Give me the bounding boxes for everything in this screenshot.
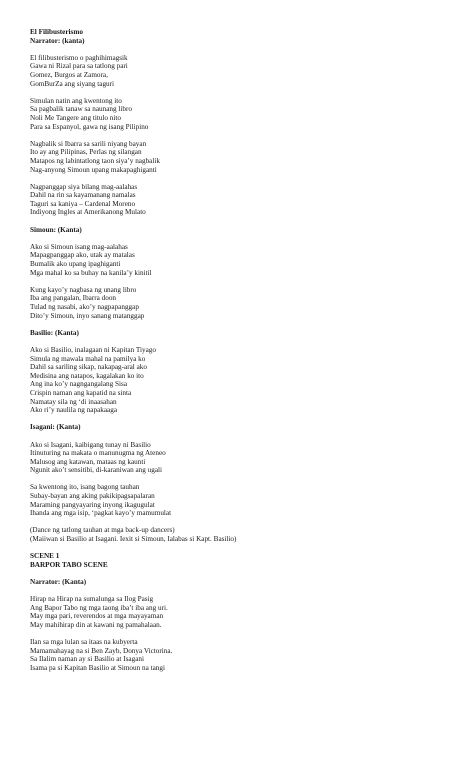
- blank-line: [30, 415, 454, 424]
- text-line: Sa Ilalim naman ay si Basilio at Isagani: [30, 655, 144, 664]
- blank-line: [30, 234, 454, 243]
- text-line: Nagbalik si Ibarra sa sarili niyang bayan: [30, 139, 147, 148]
- blank-line: [30, 337, 454, 346]
- text-line: May mahihirap din at kawani ng pamahalaan.: [30, 620, 162, 629]
- text-line: Matapos ng labintatlong taon siya’y nagbalik: [30, 156, 160, 165]
- text-line: Ako si Simoun isang mag-aalahas: [30, 242, 128, 251]
- text-line: Ako ri’y naulila ng napakaaga: [30, 406, 118, 415]
- section-heading: BARPOR TABO SCENE: [30, 560, 108, 569]
- text-line: Hirap na Hirap na sumalunga sa Ilog Pasig: [30, 595, 154, 604]
- text-line: Nagpanggap siya bilang mag-aalahas: [30, 182, 138, 191]
- text-line: Iba ang pangalan, Ibarra doon: [30, 294, 117, 303]
- section-heading: Basilio: (Kanta): [30, 328, 79, 337]
- blank-line: [30, 432, 454, 441]
- text-line: Kung kayo’y nagbasa ng unang libro: [30, 285, 137, 294]
- text-line: Ito ay ang Pilipinas, Perlas ng silangan: [30, 148, 142, 157]
- text-line: Namatay sila ng ‘di inaasahan: [30, 397, 117, 406]
- text-line: Para sa Espanyol, gawa ng isang Pilipino: [30, 122, 149, 131]
- text-line: Dito’y Simoun, inyo sanang matanggap: [30, 311, 145, 320]
- section-heading: SCENE 1: [30, 552, 60, 561]
- text-line: Gomez, Burgos at Zamora,: [30, 70, 108, 79]
- text-line: Simula ng mawala mahal na pamilya ko: [30, 354, 146, 363]
- text-line: GomBurZa ang siyang taguri: [30, 79, 115, 88]
- text-line: Sa kwentong ito, isang bagong tauhan: [30, 483, 140, 492]
- text-line: Maraming pangyayaring inyong ikagugulat: [30, 500, 155, 509]
- text-line: Bumalik ako upang ipaghiganti: [30, 260, 121, 269]
- text-line: Tulad ng nasabi, ako’y nagpapanggap: [30, 303, 139, 311]
- blank-line: [30, 569, 454, 578]
- blank-line: [30, 587, 454, 596]
- text-line: Ang ina ko’y nagngangalang Sisa: [30, 380, 128, 389]
- text-line: Malusog ang katawan, mataas ng kaunti: [30, 457, 146, 466]
- blank-line: [30, 88, 454, 97]
- text-line: (Maiiwan si Basilio at Isagani. Iexit si Simoun, Ialabas si Kapt. Basilio): [30, 535, 237, 544]
- text-line: Ako si Basilio, inalagaan ni Kapitan Tiyago: [30, 345, 156, 354]
- blank-line: [30, 320, 454, 329]
- text-line: El filibusterismo o paghihimagsik: [30, 53, 128, 62]
- section-heading: Narrator: (kanta): [30, 36, 85, 45]
- blank-line: [30, 174, 454, 183]
- text-line: Medisina ang natapos, kagalakan ko ito: [30, 371, 144, 380]
- blank-line: [30, 45, 454, 54]
- text-line: May mga pari, reverendos at mga mayayaman: [30, 612, 164, 621]
- text-line: Ihanda ang mga isip, ‘pagkat kayo’y mamumulat: [30, 509, 172, 518]
- section-heading: El Filibusterismo: [30, 28, 83, 36]
- text-line: Ang Bapor Tabo ng mga taong iba’t iba ang uri.: [30, 603, 168, 612]
- text-line: Ngunit ako’t sensitibi, di-karaniwan ang ugali: [30, 466, 163, 475]
- blank-line: [30, 277, 454, 286]
- text-line: Nag-anyong Simoun upang makapaghiganti: [30, 165, 157, 174]
- text-line: Gawa ni Rizal para sa tatlong pari: [30, 62, 128, 71]
- text-line: Subay-bayan ang aking pakikipagsapalaran: [30, 492, 155, 501]
- text-line: Mga mahal ko sa buhay na kanila’y kinitil: [30, 268, 152, 277]
- text-line: Indiyong Ingles at Amerikanong Mulato: [30, 208, 146, 217]
- section-heading: Narrator: (Kanta): [30, 578, 87, 586]
- text-line: Isama pa si Kapitan Basilio at Simoun na tangi: [30, 663, 165, 672]
- blank-line: [30, 217, 454, 226]
- section-heading: Simoun: (Kanta): [30, 225, 82, 234]
- text-line: Noli Me Tangere ang titulo nito: [30, 113, 121, 122]
- section-heading: Isagani: (Kanta): [30, 423, 81, 432]
- blank-line: [30, 630, 454, 639]
- text-line: (Dance ng tatlong tauhan at mga back-up dancers): [30, 526, 175, 535]
- text-line: Dahil sa sariling sikap, nakapag-aral ako: [30, 363, 147, 372]
- blank-line: [30, 131, 454, 140]
- text-line: Simulan natin ang kwentong ito: [30, 96, 122, 105]
- text-line: Sa pagbalik tanaw sa naunang libro: [30, 105, 132, 114]
- text-line: Mamamahayag na si Ben Zayb, Donya Victorina.: [30, 646, 173, 655]
- text-line: Mapagpanggap ako, utak ay matalas: [30, 251, 135, 260]
- text-line: Ilan sa mga lulan sa itaas na kubyerta: [30, 638, 138, 647]
- text-line: Itinuturing na makata o manunugma ng Ateneo: [30, 449, 166, 458]
- text-line: Taguri sa kaniya – Cardenal Moreno: [30, 199, 136, 208]
- text-line: Dahil na rin sa kayamanang namalas: [30, 191, 136, 200]
- text-line: Crispin naman ang kapatid na sinta: [30, 388, 132, 397]
- blank-line: [30, 475, 454, 484]
- blank-line: [30, 518, 454, 527]
- blank-line: [30, 544, 454, 553]
- text-line: Ako si Isagani, kaibigang tunay ni Basilio: [30, 440, 151, 449]
